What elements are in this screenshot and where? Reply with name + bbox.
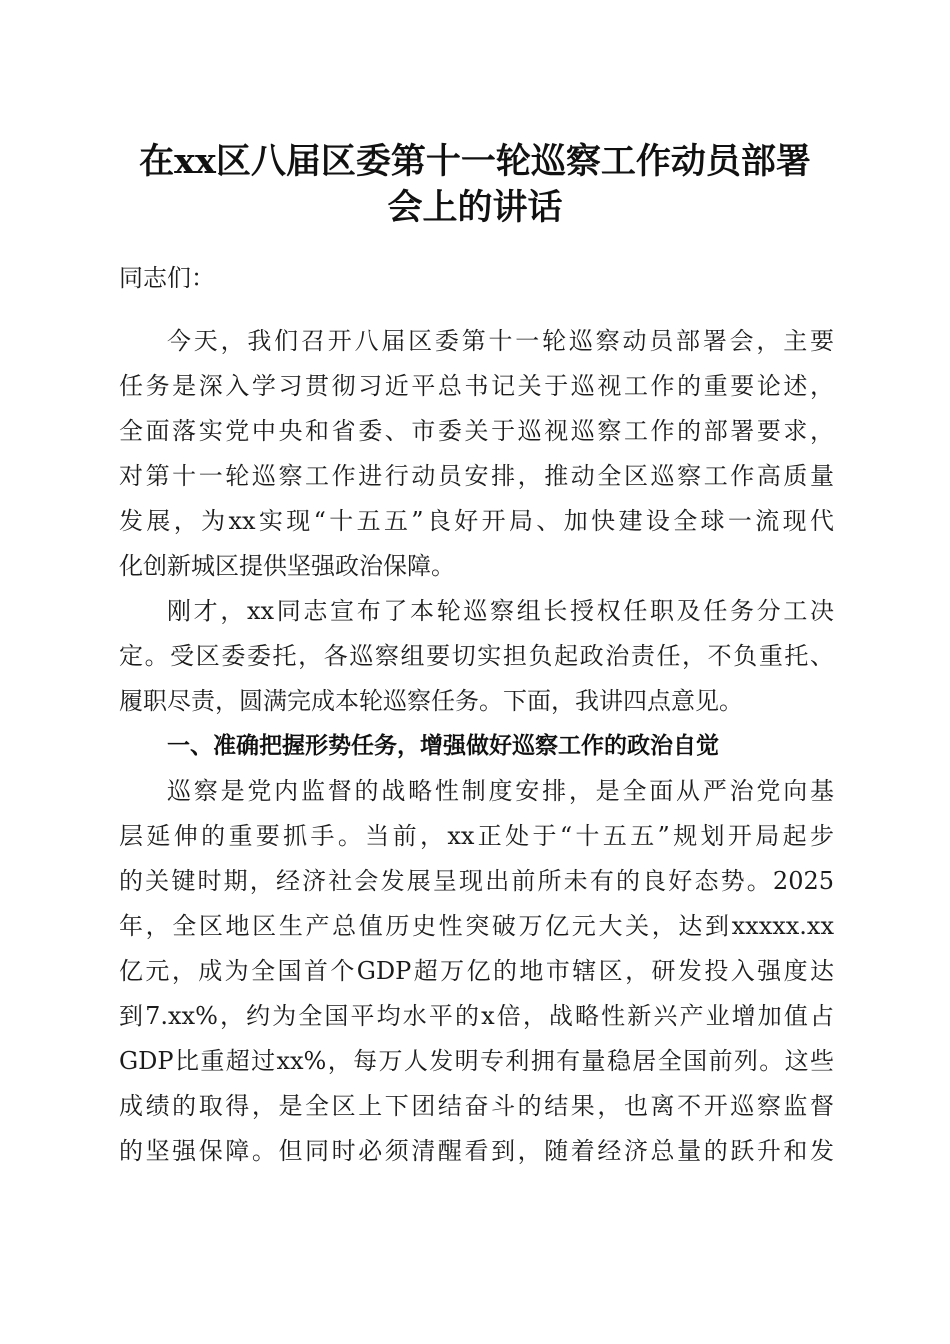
paragraph-3-line-2: 层延伸的重要抓手。当前，xx正处于“十五五”规划开局起步 xyxy=(119,822,834,850)
paragraph-2-line-3: 履职尽责，圆满完成本轮巡察任务。下面，我讲四点意见。 xyxy=(119,687,743,715)
paragraph-1-line-1: 今天，我们召开八届区委第十一轮巡察动员部署会，主要 xyxy=(167,327,834,355)
document-title-line-2: 会上的讲话 xyxy=(387,187,563,228)
paragraph-1-line-6: 化创新城区提供坚强政治保障。 xyxy=(119,552,455,580)
section-1-heading: 一、准确把握形势任务，增强做好巡察工作的政治自觉 xyxy=(167,733,719,759)
document-title-line-1: 在xx区八届区委第十一轮巡察工作动员部署 xyxy=(139,141,811,182)
paragraph-3-line-4: 年，全区地区生产总值历史性突破万亿元大关，达到xxxxx.xx xyxy=(119,912,834,940)
paragraph-1-line-2: 任务是深入学习贯彻习近平总书记关于巡视工作的重要论述， xyxy=(119,372,834,400)
paragraph-2-line-2: 定。受区委委托，各巡察组要切实担负起政治责任，不负重托、 xyxy=(119,642,834,670)
paragraph-3-line-7: GDP比重超过xx%，每万人发明专利拥有量稳居全国前列。这些 xyxy=(119,1047,834,1075)
paragraph-3-line-1: 巡察是党内监督的战略性制度安排，是全面从严治党向基 xyxy=(167,777,834,805)
paragraph-1-line-5: 发展，为xx实现“十五五”良好开局、加快建设全球一流现代 xyxy=(119,507,834,535)
paragraph-3-line-8: 成绩的取得，是全区上下团结奋斗的结果，也离不开巡察监督 xyxy=(119,1092,834,1120)
paragraph-3-line-9: 的坚强保障。但同时必须清醒看到，随着经济总量的跃升和发 xyxy=(119,1137,834,1165)
paragraph-1-line-3: 全面落实党中央和省委、市委关于巡视巡察工作的部署要求， xyxy=(119,417,834,445)
salutation: 同志们： xyxy=(119,264,215,292)
paragraph-3-line-5: 亿元，成为全国首个GDP超万亿的地市辖区，研发投入强度达 xyxy=(119,957,834,985)
paragraph-3-line-6: 到7.xx%，约为全国平均水平的x倍，战略性新兴产业增加值占 xyxy=(119,1002,834,1030)
paragraph-3-line-3: 的关键时期，经济社会发展呈现出前所未有的良好态势。2025 xyxy=(119,867,834,895)
paragraph-1-line-4: 对第十一轮巡察工作进行动员安排，推动全区巡察工作高质量 xyxy=(119,462,834,490)
paragraph-2-line-1: 刚才，xx同志宣布了本轮巡察组长授权任职及任务分工决 xyxy=(167,597,834,625)
